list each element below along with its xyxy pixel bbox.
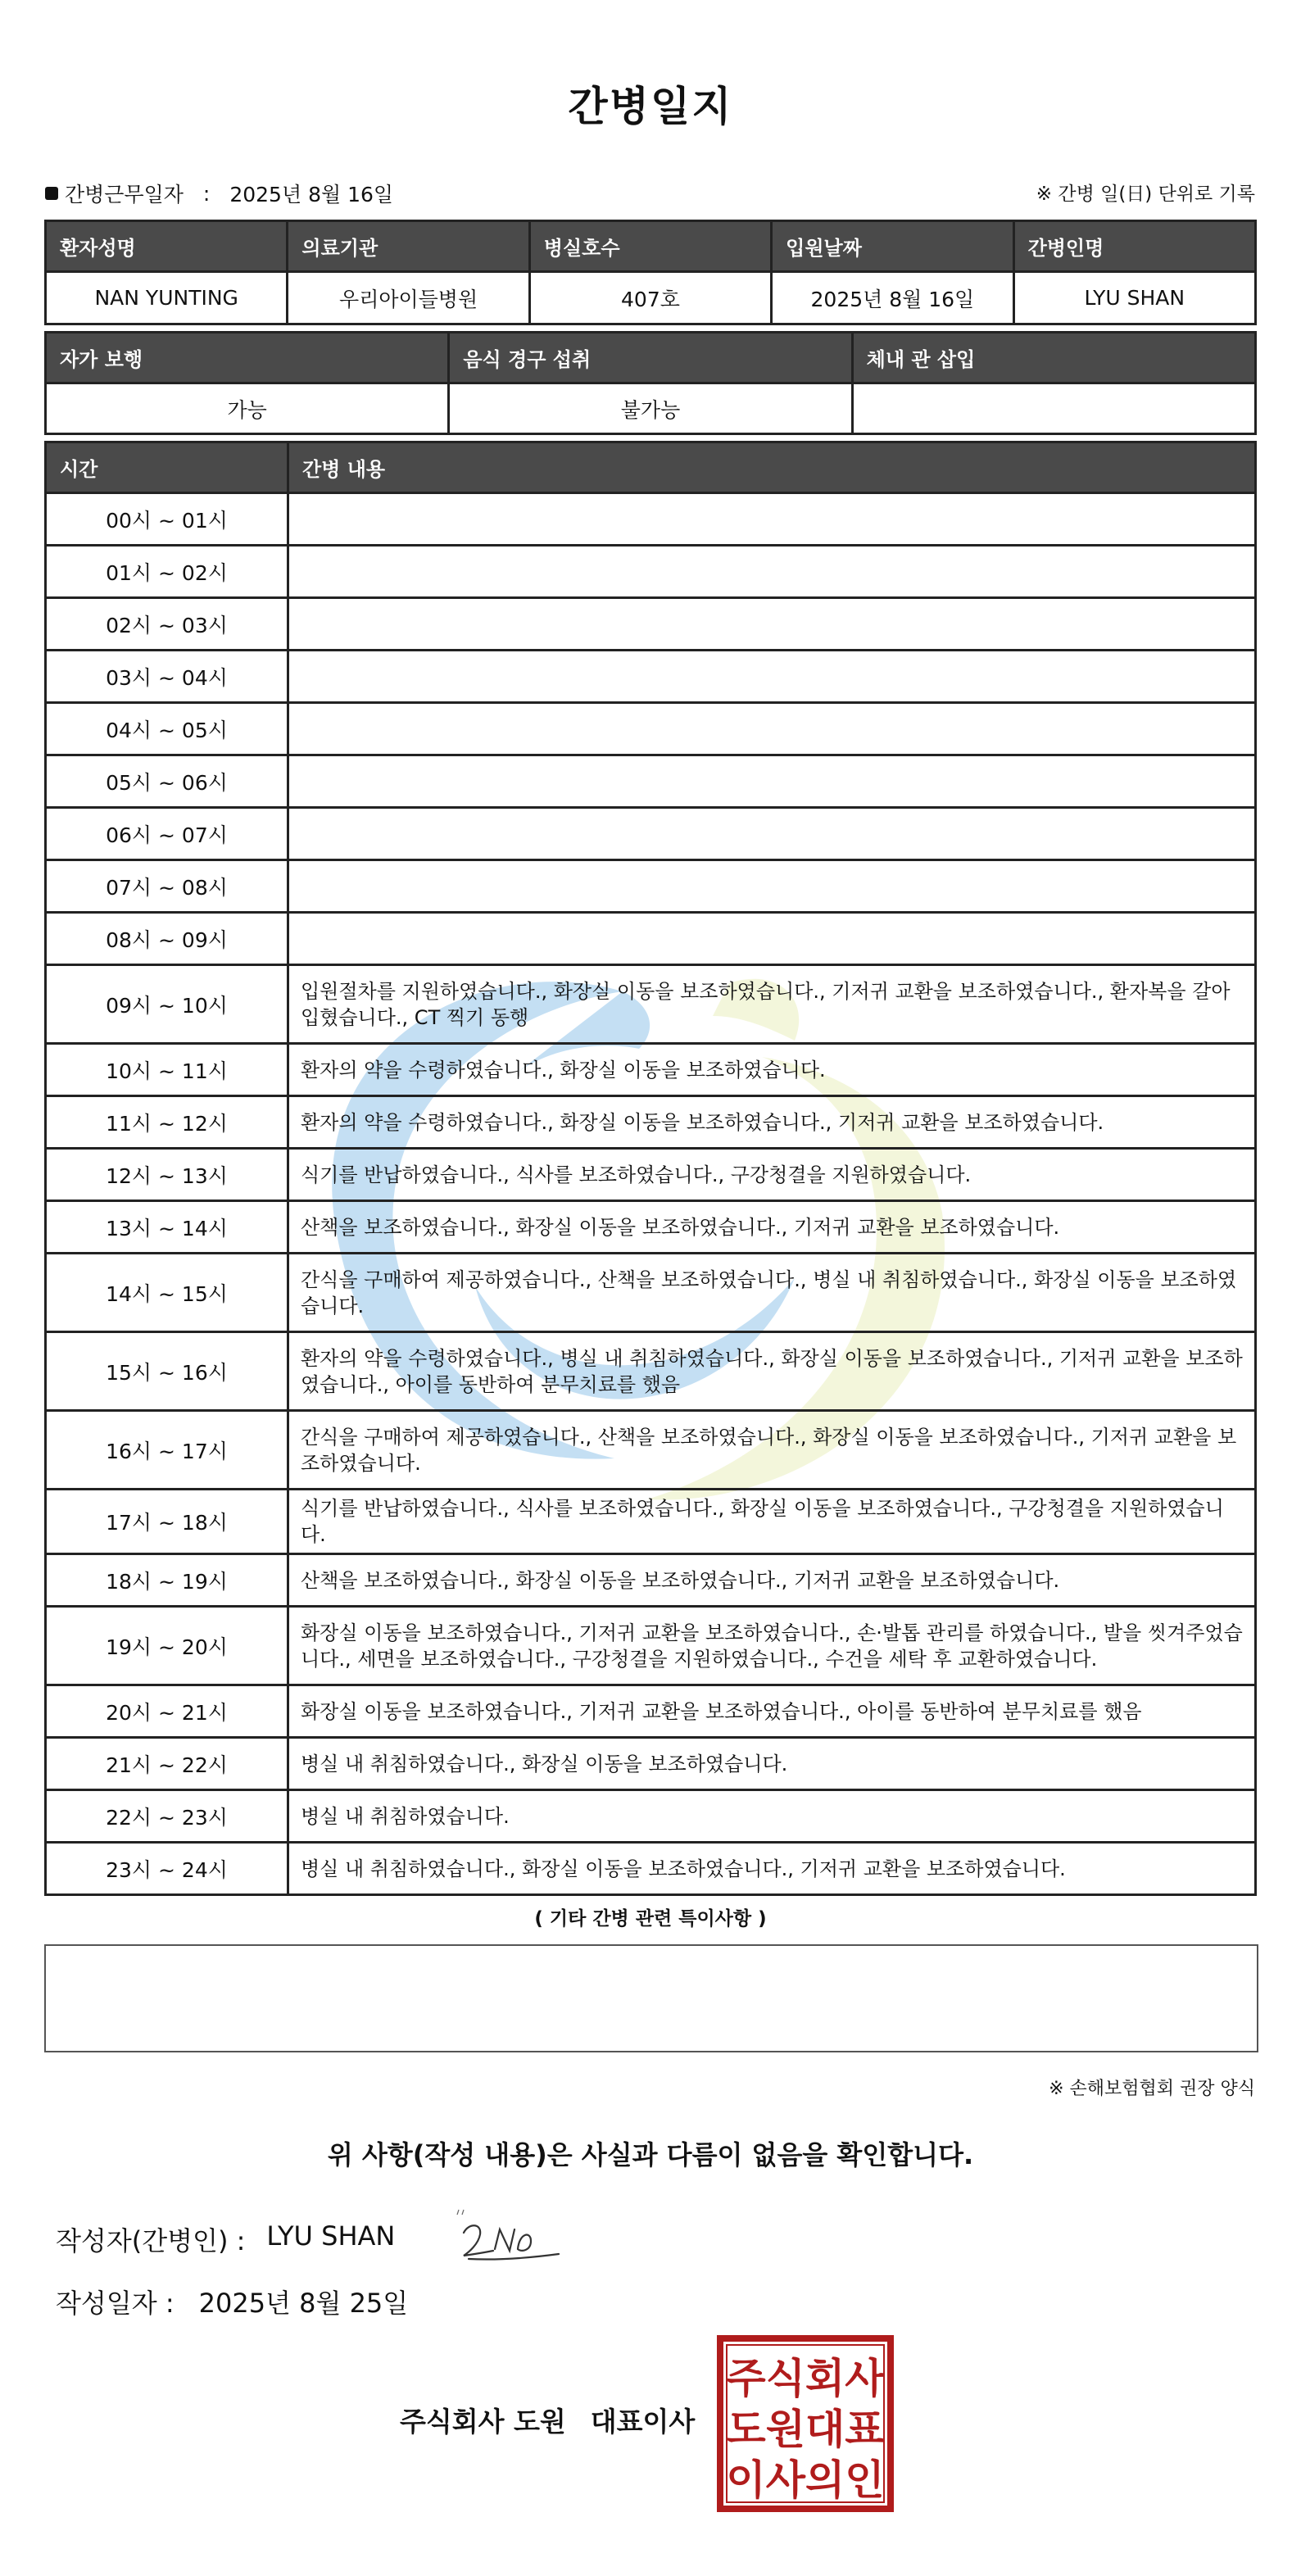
write-date-value: 2025년 8월 25일: [198, 2288, 409, 2319]
ceo-title: 대표이사: [590, 2406, 696, 2438]
write-date-row: [56, 2283, 408, 2320]
special-notes-title: ( 기타 간병 관련 특이사항 ): [534, 1908, 767, 1930]
log-content: 환자의 약을 수령하였습니다., 화장실 이동을 보조하였습니다.: [288, 1044, 1256, 1096]
log-content: 산책을 보조하였습니다., 화장실 이동을 보조하였습니다., 기저귀 교환을 보조하였습니다.: [288, 1554, 1256, 1607]
work-date-value: 2025년 8월 16일: [229, 183, 394, 206]
svg-text:이사의인: 이사의인: [726, 2456, 885, 2504]
header-time: 시간: [46, 442, 288, 493]
write-date-label: 작성일자 :: [56, 2288, 175, 2319]
log-time: 13시 ~ 14시: [46, 1201, 288, 1254]
log-row: [46, 598, 1256, 651]
log-content: 병실 내 취침하였습니다.: [288, 1790, 1256, 1843]
log-content: [288, 913, 1256, 965]
log-content: 산책을 보조하였습니다., 화장실 이동을 보조하였습니다., 기저귀 교환을 보조하였습니다.: [288, 1201, 1256, 1254]
log-content: [288, 598, 1256, 651]
header-tube-insertion: 체내 관 삽입: [852, 333, 1255, 383]
writer-label: 작성자(간병인) :: [56, 2225, 246, 2256]
header-oral-intake: 음식 경구 섭취: [449, 333, 852, 383]
patient-status-table: [44, 331, 1257, 435]
log-row: [46, 1149, 1256, 1201]
log-content: 환자의 약을 수령하였습니다., 병실 내 취침하였습니다., 화장실 이동을 보조하였습니다., 기저귀 교환을 보조하였습니다., 아이를 동반하여 분무치료를 했음: [288, 1332, 1256, 1411]
patient-info-table: [44, 220, 1257, 325]
log-row: [46, 493, 1256, 546]
tube-insertion-value: [852, 383, 1255, 434]
log-time: 19시 ~ 20시: [46, 1607, 288, 1685]
svg-text:도원대표: 도원대표: [726, 2406, 885, 2453]
log-row: [46, 1411, 1256, 1490]
log-time: 17시 ~ 18시: [46, 1490, 288, 1554]
log-row: [46, 1685, 1256, 1738]
log-time: 23시 ~ 24시: [46, 1843, 288, 1895]
log-time: 03시 ~ 04시: [46, 651, 288, 703]
hospital-name: 우리아이들병원: [288, 272, 529, 324]
log-row: [46, 1254, 1256, 1332]
header-caregiver: 간병인명: [1013, 221, 1255, 272]
log-content: 화장실 이동을 보조하였습니다., 기저귀 교환을 보조하였습니다., 아이를 동반하여 분무치료를 했음: [288, 1685, 1256, 1738]
log-row: [46, 965, 1256, 1044]
care-log-table: [44, 441, 1257, 1896]
log-time: 07시 ~ 08시: [46, 860, 288, 913]
log-row: [46, 651, 1256, 703]
company-signature-row: [400, 2401, 695, 2439]
log-content: 식기를 반납하였습니다., 식사를 보조하였습니다., 화장실 이동을 보조하였습니다., 구강청결을 지원하였습니다.: [288, 1490, 1256, 1554]
log-row: [46, 1607, 1256, 1685]
log-content: 간식을 구매하여 제공하였습니다., 산책을 보조하였습니다., 병실 내 취침하였습니다., 화장실 이동을 보조하였습니다.: [288, 1254, 1256, 1332]
log-row: [46, 1490, 1256, 1554]
log-time: 18시 ~ 19시: [46, 1554, 288, 1607]
company-seal-stamp: [715, 2333, 895, 2514]
log-content: [288, 755, 1256, 808]
log-row: [46, 860, 1256, 913]
separator: :: [202, 181, 211, 206]
self-walking-value: 가능: [46, 383, 449, 434]
caregiver-name: LYU SHAN: [1013, 272, 1255, 324]
log-content: 간식을 구매하여 제공하였습니다., 산책을 보조하였습니다., 화장실 이동을 보조하였습니다., 기저귀 교환을 보조하였습니다.: [288, 1411, 1256, 1490]
oral-intake-value: 불가능: [449, 383, 852, 434]
document-title: 간병일지: [568, 83, 733, 130]
log-time: 05시 ~ 06시: [46, 755, 288, 808]
confirmation-statement: 위 사항(작성 내용)은 사실과 다름이 없음을 확인합니다.: [327, 2139, 974, 2170]
log-time: 14시 ~ 15시: [46, 1254, 288, 1332]
log-time: 08시 ~ 09시: [46, 913, 288, 965]
log-time: 12시 ~ 13시: [46, 1149, 288, 1201]
log-time: 21시 ~ 22시: [46, 1738, 288, 1790]
log-row: [46, 1096, 1256, 1149]
log-content: 환자의 약을 수령하였습니다., 화장실 이동을 보조하였습니다., 기저귀 교환을 보조하였습니다.: [288, 1096, 1256, 1149]
work-date-label: 간병근무일자: [65, 183, 184, 206]
log-content: [288, 860, 1256, 913]
log-time: 22시 ~ 23시: [46, 1790, 288, 1843]
log-time: 15시 ~ 16시: [46, 1332, 288, 1411]
log-time: 00시 ~ 01시: [46, 493, 288, 546]
log-time: 11시 ~ 12시: [46, 1096, 288, 1149]
log-content: [288, 651, 1256, 703]
log-row: [46, 1738, 1256, 1790]
log-time: 16시 ~ 17시: [46, 1411, 288, 1490]
header-room: 병실호수: [529, 221, 771, 272]
admission-date: 2025년 8월 16일: [772, 272, 1013, 324]
writer-row: [56, 2220, 395, 2258]
log-content: 식기를 반납하였습니다., 식사를 보조하였습니다., 구강청결을 지원하였습니다.: [288, 1149, 1256, 1201]
log-time: 06시 ~ 07시: [46, 808, 288, 860]
log-row: [46, 546, 1256, 598]
svg-text:주식회사: 주식회사: [726, 2355, 885, 2402]
log-content: 병실 내 취침하였습니다., 화장실 이동을 보조하였습니다., 기저귀 교환을 보조하였습니다.: [288, 1843, 1256, 1895]
patient-name: NAN YUNTING: [46, 272, 288, 324]
log-row: [46, 913, 1256, 965]
bullet-square-icon: [45, 187, 58, 200]
recommendation-note: ※ 손해보험협회 권장 양식: [1049, 2079, 1255, 2099]
log-row: [46, 1790, 1256, 1843]
log-content: [288, 493, 1256, 546]
log-time: 10시 ~ 11시: [46, 1044, 288, 1096]
log-row: [46, 1554, 1256, 1607]
header-patient-name: 환자성명: [46, 221, 288, 272]
writer-name: LYU SHAN: [266, 2220, 396, 2252]
signature-image: [452, 2208, 567, 2265]
log-time: 01시 ~ 02시: [46, 546, 288, 598]
log-content: 화장실 이동을 보조하였습니다., 기저귀 교환을 보조하였습니다., 손·발톱 관리를 하였습니다., 발을 씻겨주었습니다., 세면을 보조하였습니다., 구강청결을 지원하였습니다., 수건을 세탁 후 교환하였습니다.: [288, 1607, 1256, 1685]
log-content: 병실 내 취침하였습니다., 화장실 이동을 보조하였습니다.: [288, 1738, 1256, 1790]
log-content: [288, 808, 1256, 860]
log-content: 입원절차를 지원하였습니다., 화장실 이동을 보조하였습니다., 기저귀 교환을 보조하였습니다., 환자복을 갈아입혔습니다., CT 찍기 동행: [288, 965, 1256, 1044]
record-unit-note: ※ 간병 일(日) 단위로 기록: [1036, 184, 1255, 205]
special-notes-box: [44, 1944, 1258, 2052]
log-content: [288, 546, 1256, 598]
log-time: 04시 ~ 05시: [46, 703, 288, 755]
log-row: [46, 703, 1256, 755]
log-time: 09시 ~ 10시: [46, 965, 288, 1044]
log-row: [46, 1332, 1256, 1411]
log-row: [46, 1044, 1256, 1096]
log-time: 02시 ~ 03시: [46, 598, 288, 651]
log-time: 20시 ~ 21시: [46, 1685, 288, 1738]
header-hospital: 의료기관: [288, 221, 529, 272]
log-row: [46, 1201, 1256, 1254]
company-name: 주식회사 도원: [400, 2406, 566, 2438]
log-row: [46, 1843, 1256, 1895]
log-row: [46, 755, 1256, 808]
header-admission-date: 입원날짜: [772, 221, 1013, 272]
header-self-walking: 자가 보행: [46, 333, 449, 383]
header-care-content: 간병 내용: [288, 442, 1256, 493]
work-date-row: [45, 179, 393, 208]
room-number: 407호: [529, 272, 771, 324]
log-content: [288, 703, 1256, 755]
log-row: [46, 808, 1256, 860]
